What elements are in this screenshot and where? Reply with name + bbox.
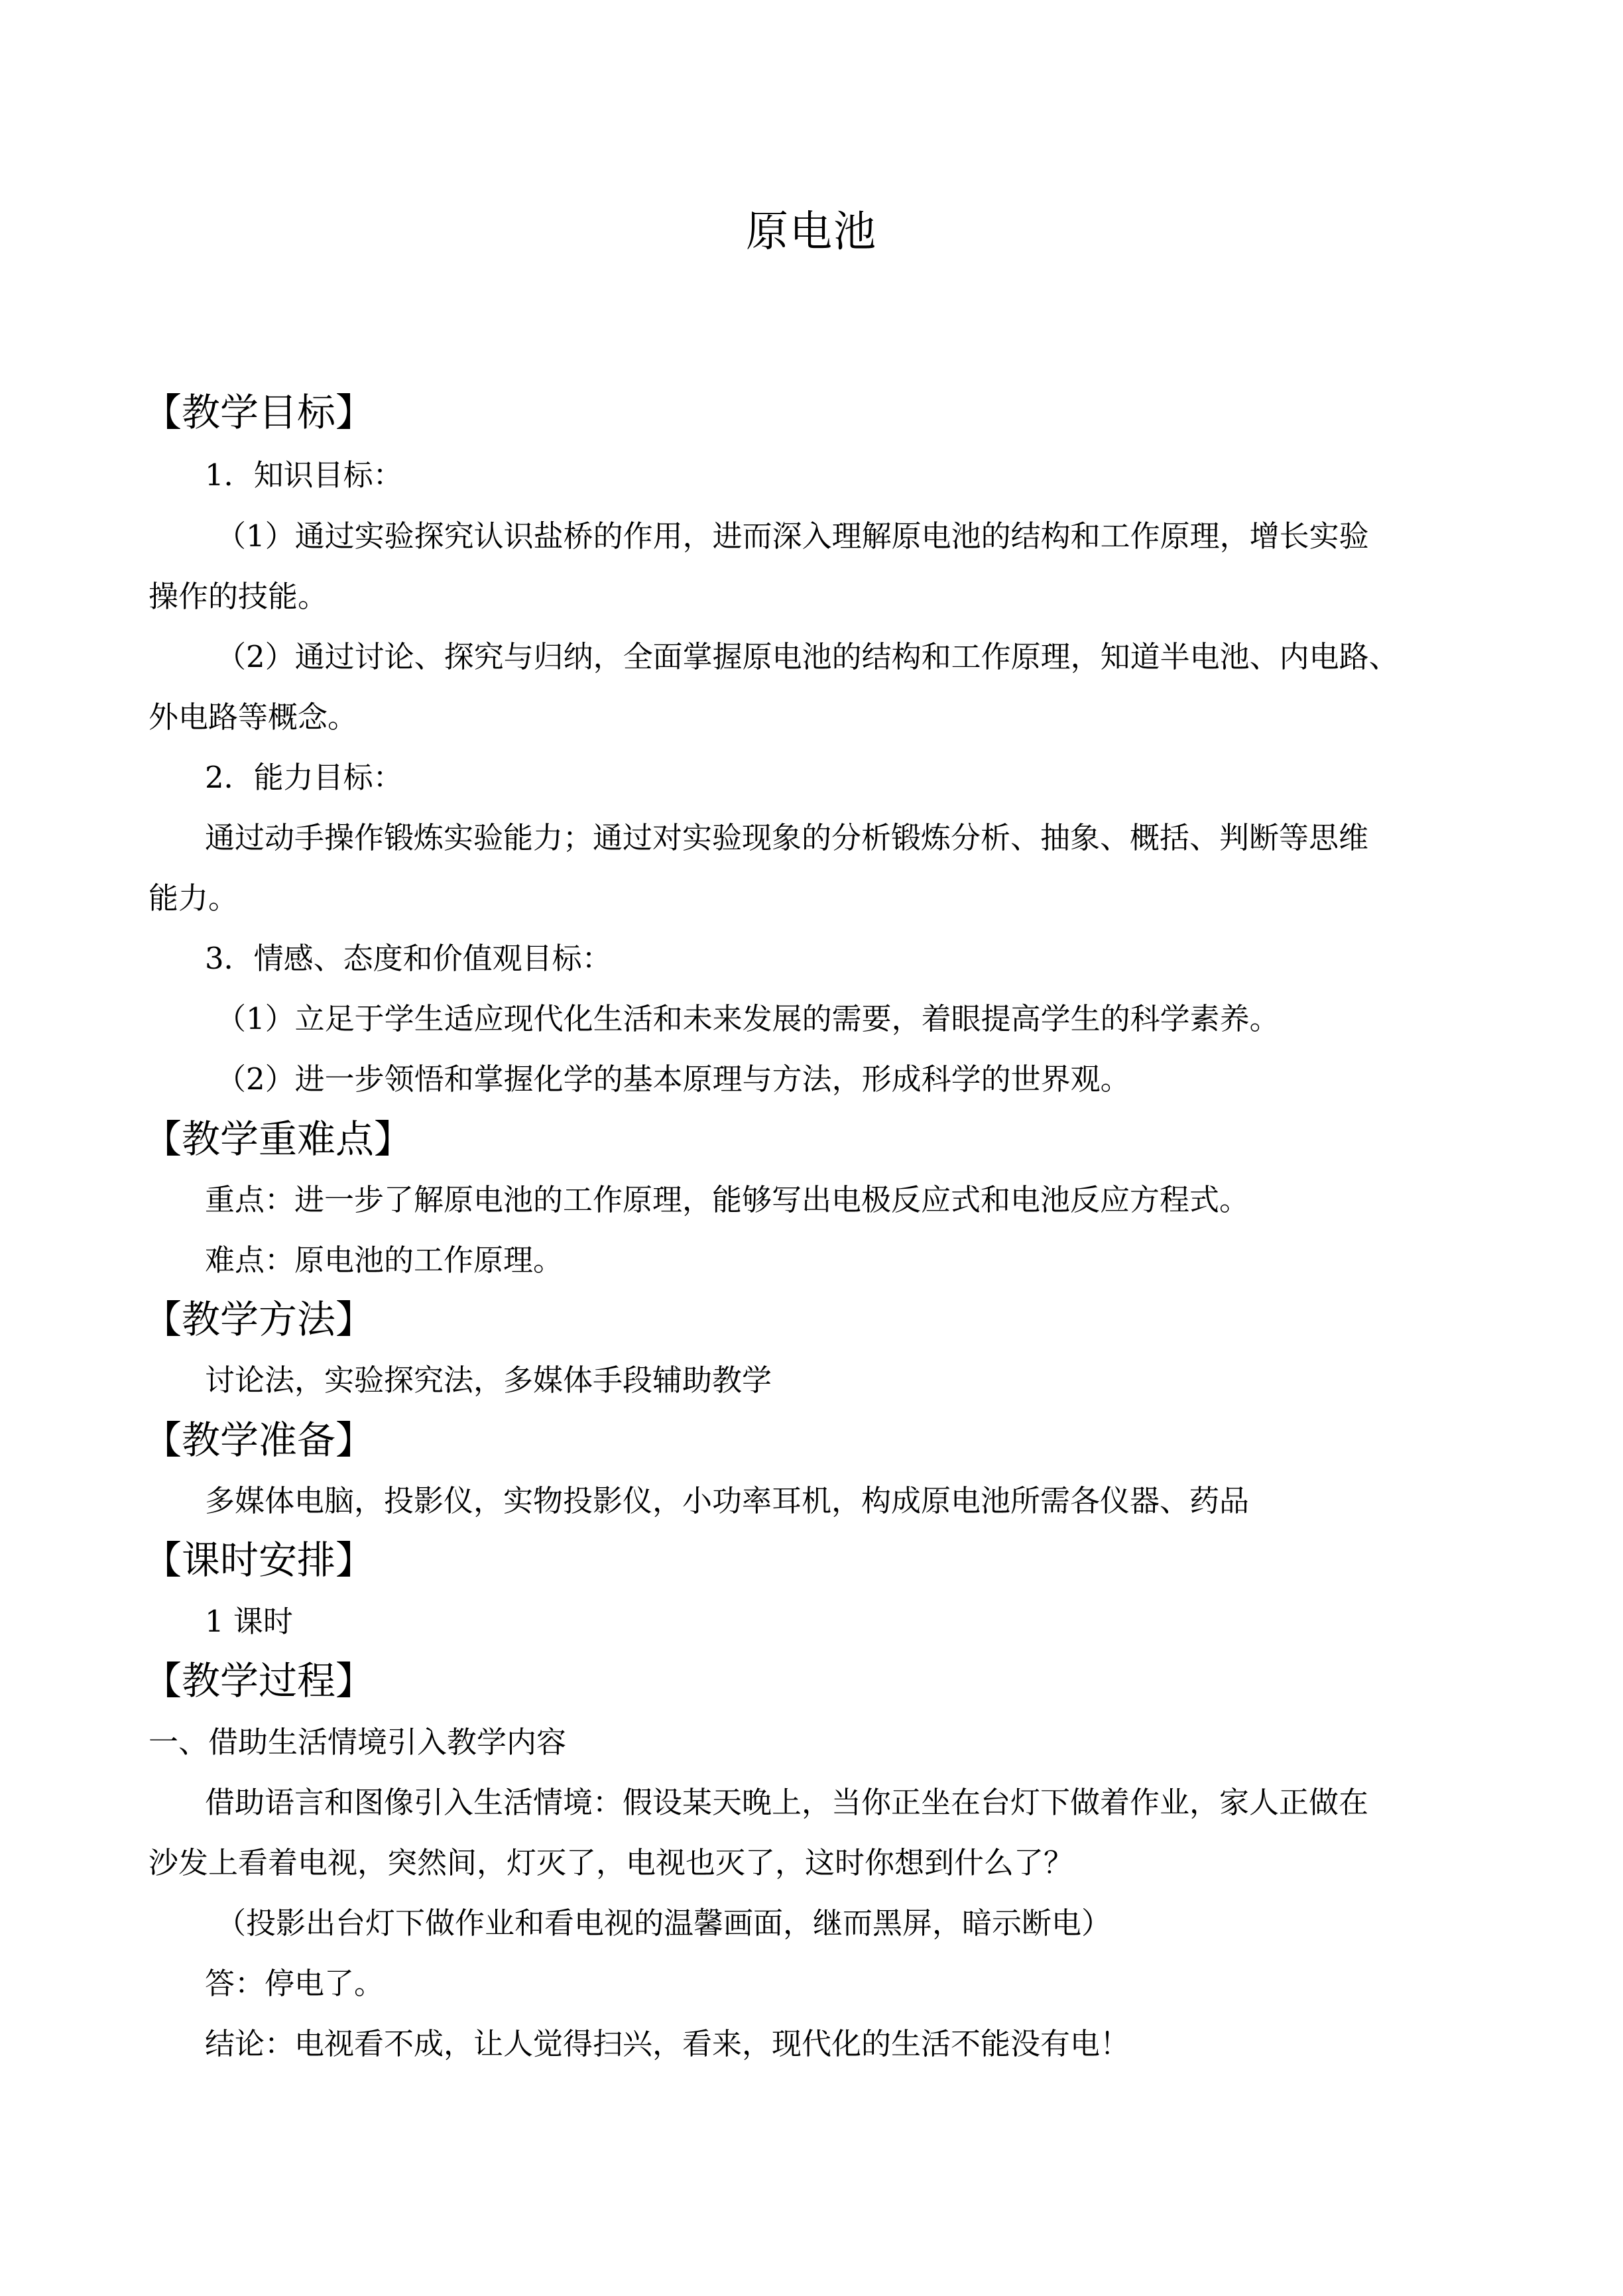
ability-goal-label: 2．能力目标：	[205, 760, 403, 795]
key-point-text: 重点：进一步了解原电池的工作原理，能够写出电极反应式和电池反应方程式。	[205, 1182, 1250, 1217]
process-step1-title: 一、借助生活情境引入教学内容	[149, 1724, 567, 1760]
preparation-text: 多媒体电脑，投影仪，实物投影仪，小功率耳机，构成原电池所需各仪器、药品	[205, 1483, 1250, 1518]
difficult-point-text: 难点：原电池的工作原理。	[205, 1242, 564, 1278]
emotion-goal-label: 3．情感、态度和价值观目标：	[205, 941, 612, 976]
methods-text: 讨论法，实验探究法，多媒体手段辅助教学	[205, 1362, 772, 1398]
emotion-goal-1: （1）立足于学生适应现代化生活和未来发展的需要，着眼提高学生的科学素养。	[216, 1001, 1280, 1036]
section-heading-preparation: 【教学准备】	[143, 1418, 375, 1463]
schedule-text: 1 课时	[205, 1604, 293, 1639]
knowledge-goal-1-line2: 操作的技能。	[149, 579, 328, 614]
scene-line1: 借助语言和图像引入生活情境：假设某天晚上，当你正坐在台灯下做着作业，家人正做在	[205, 1785, 1369, 1820]
section-heading-key-points: 【教学重难点】	[143, 1117, 413, 1162]
section-heading-schedule: 【课时安排】	[143, 1538, 375, 1583]
knowledge-goal-label: 1．知识目标：	[205, 457, 403, 493]
scene-line2: 沙发上看着电视，突然间，灯灭了，电视也灭了，这时你想到什么了？	[149, 1845, 1074, 1880]
knowledge-goal-1-line1: （1）通过实验探究认识盐桥的作用，进而深入理解原电池的结构和工作原理，增长实验	[216, 518, 1369, 554]
section-heading-process: 【教学过程】	[143, 1658, 375, 1703]
emotion-goal-2: （2）进一步领悟和掌握化学的基本原理与方法，形成科学的世界观。	[216, 1061, 1130, 1097]
section-heading-methods: 【教学方法】	[143, 1297, 375, 1342]
conclusion-text: 结论：电视看不成，让人觉得扫兴，看来，现代化的生活不能没有电！	[205, 2026, 1130, 2061]
answer-text: 答：停电了。	[205, 1966, 385, 2001]
knowledge-goal-2-line1: （2）通过讨论、探究与归纳，全面掌握原电池的结构和工作原理，知道半电池、内电路、	[216, 639, 1399, 674]
ability-goal-line1: 通过动手操作锻炼实验能力；通过对实验现象的分析锻炼分析、抽象、概括、判断等思维	[205, 820, 1369, 855]
page-title: 原电池	[746, 208, 877, 257]
knowledge-goal-2-line2: 外电路等概念。	[149, 699, 358, 735]
projection-note: （投影出台灯下做作业和看电视的温馨画面，继而黑屏，暗示断电）	[216, 1905, 1112, 1941]
section-heading-goals: 【教学目标】	[143, 390, 375, 435]
ability-goal-line2: 能力。	[149, 880, 239, 916]
